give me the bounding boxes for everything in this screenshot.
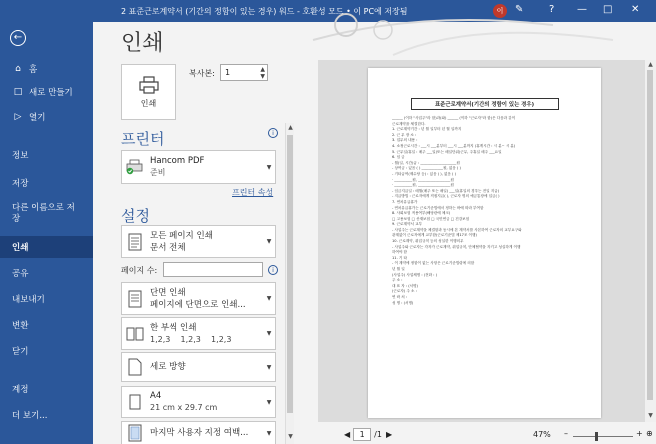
document-line: 2. 근 무 장 소 :	[392, 132, 417, 137]
sidebar-item-label: 새로 만들기	[29, 88, 73, 98]
sidebar-item-transform[interactable]	[0, 314, 93, 336]
collate-sub: 1,2,3 1,2,3 1,2,3	[150, 334, 232, 344]
printer-properties-link[interactable]: 프린터 속성	[232, 188, 274, 197]
info-icon[interactable]: i	[268, 128, 278, 138]
preview-status-bar	[318, 428, 656, 444]
chevron-down-icon: ▼	[266, 398, 272, 406]
document-line: - 사업주와 근로자는 각자가 근로계약, 취업규칙, 단체협약을 지키고 성실하게 이행	[392, 244, 521, 249]
paper-size-icon	[126, 392, 144, 412]
scroll-up-icon[interactable]: ▲	[288, 124, 293, 131]
print-range-select[interactable]	[121, 225, 276, 258]
document-line: (근로자) 주 소 :	[392, 289, 417, 294]
scroll-up-icon[interactable]: ▲	[648, 61, 653, 68]
sidebar-item-save-as[interactable]	[0, 200, 93, 228]
document-line: 5. 근무일/휴일 : 매주 ___일(또는 매일단위)근무, 주휴일 매주 ___요일	[392, 149, 502, 154]
chevron-down-icon: ▼	[266, 363, 272, 371]
document-line: - 사업주는 근로계약을 체결함과 동시에 본 계약서를 사본하여 근로자의 교부요구와	[392, 227, 522, 232]
stepper-arrows-icon[interactable]: ▲ ▼	[260, 66, 265, 80]
printer-icon	[139, 76, 159, 94]
document-line: 1. 근로계약기간 : 년 월 일부터 년 월 일까지	[392, 127, 462, 132]
page-navigator	[344, 428, 392, 441]
portrait-orientation-icon	[126, 357, 144, 377]
fit-page-icon[interactable]: ⊕	[646, 429, 653, 438]
settings-scrollbar[interactable]	[285, 123, 294, 444]
sidebar-item-label: 더 보기...	[12, 411, 48, 421]
scrollbar-thumb[interactable]	[287, 135, 293, 413]
document-line: - 기타급여(제수당 등) : 있음 ( ), 없음 ( )	[392, 171, 457, 176]
total-pages: /1	[374, 430, 382, 439]
duplex-main: 단면 인쇄	[150, 287, 186, 298]
chevron-down-icon: ▼	[266, 163, 272, 171]
document-pages-icon	[126, 232, 144, 252]
sidebar-item-label: 홈	[29, 65, 38, 75]
zoom-level: 47%	[533, 430, 551, 439]
pages-input[interactable]	[163, 262, 263, 277]
document-line: - 월(일, 시간)급 : ____________________원	[392, 160, 460, 165]
collate-select[interactable]	[121, 317, 276, 350]
zoom-out-icon[interactable]: –	[564, 429, 568, 438]
duplex-sub: 페이지에 단면으로 인쇄...	[150, 299, 246, 310]
sidebar-item-print[interactable]	[0, 236, 93, 258]
document-line: ______ (이하 "사업주"라 함)과(와) ______ (이하 "근로자"라 함)은 다음과 같이	[392, 116, 516, 120]
document-body	[368, 116, 601, 306]
printer-status: 준비	[150, 168, 166, 177]
close-icon[interactable]: ✕	[631, 4, 640, 15]
backstage-sidebar	[0, 0, 93, 444]
copies-value: 1	[225, 68, 231, 77]
printer-section-title: 프린터	[121, 130, 165, 148]
collate-icon	[126, 324, 144, 344]
sidebar-item-export[interactable]	[0, 288, 93, 310]
zoom-in-icon[interactable]: +	[636, 429, 643, 438]
title-bar	[93, 0, 656, 22]
document-line: 주 소 :	[392, 278, 403, 283]
document-line: 대 표 자 : (서명)	[392, 283, 418, 288]
help-icon[interactable]: ?	[549, 4, 555, 15]
sidebar-item-label: 저장	[12, 179, 29, 189]
previous-page-icon[interactable]: ◀	[344, 430, 351, 439]
chevron-down-icon: ▼	[266, 238, 272, 245]
document-line: □ 고용보험 □ 산재보험 □ 국민연금 □ 건강보험	[392, 216, 470, 221]
margins-main: 마지막 사용자 지정 여백...	[150, 428, 249, 438]
home-icon: ⌂	[15, 64, 21, 74]
pages-label: 페이지 수:	[121, 266, 158, 275]
document-line: - 이 계약에 정함이 없는 사항은 근로기준법령에 의함	[392, 261, 475, 266]
document-line: · __________원, __________________원	[392, 183, 454, 188]
sidebar-item-label: 인쇄	[12, 243, 29, 253]
print-button-label: 인쇄	[140, 98, 157, 108]
settings-section-title: 설정	[121, 207, 150, 225]
sidebar-item-share[interactable]	[0, 262, 93, 284]
sidebar-item-label: 공유	[12, 269, 29, 279]
document-line: 8. 사회보험 적용여부(해당란에 체크)	[392, 211, 451, 216]
sidebar-item-save[interactable]	[0, 172, 93, 194]
sidebar-item-open[interactable]	[0, 106, 93, 128]
one-sided-icon	[126, 289, 144, 309]
chevron-down-icon: ▼	[266, 429, 272, 437]
sidebar-item-label: 열기	[29, 113, 46, 123]
document-line: (사업주) 사업체명 : (전화 : )	[392, 272, 437, 277]
folder-open-icon: ▷	[14, 112, 22, 122]
document-line: 하여야 함	[392, 250, 408, 255]
print-range-main: 모든 페이지 인쇄	[150, 230, 213, 241]
document-line: 관계없이 근로자에게 교부함(근로기준법 제17조 이행)	[392, 233, 477, 238]
avatar[interactable]: 이	[493, 4, 507, 18]
document-line: - 임금지급일 : 매월(매주 또는 매일) ___일(휴일의 경우는 전일 지급)	[392, 188, 500, 193]
printer-ready-icon	[126, 157, 144, 177]
chevron-down-icon: ▼	[266, 295, 272, 302]
paper-size-main: A4	[150, 391, 162, 401]
page-title: 인쇄	[121, 31, 164, 56]
scroll-down-icon[interactable]: ▼	[648, 412, 653, 419]
back-arrow-icon[interactable]: ←	[10, 30, 26, 46]
document-line: 3. 업무의 내용 :	[392, 138, 418, 143]
pen-icon[interactable]: ✎	[515, 4, 524, 15]
printer-select[interactable]	[121, 150, 276, 184]
document-line: 년 월 일	[392, 267, 405, 272]
minimize-icon[interactable]: —	[577, 4, 587, 15]
scroll-down-icon[interactable]: ▼	[288, 433, 293, 440]
document-line: · __________원, __________________원	[392, 177, 454, 182]
sidebar-item-account[interactable]	[0, 378, 93, 400]
zoom-slider-thumb[interactable]	[595, 432, 598, 441]
next-page-icon[interactable]: ▶	[385, 430, 393, 439]
orientation-select[interactable]	[121, 352, 276, 382]
paper-size-select[interactable]	[121, 386, 276, 418]
document-title: 2 표준근로계약서 (기간의 정함이 있는 경우) 워드 - 호환성 모드 • 이 PC에 저장됨	[121, 7, 408, 16]
chevron-down-icon: ▼	[266, 330, 272, 337]
document-heading: 표준근로계약서(기간의 정함이 있는 경우)	[411, 98, 559, 110]
margins-select[interactable]	[121, 421, 276, 444]
document-line: 근로계약을 체결한다.	[392, 121, 426, 126]
duplex-select[interactable]	[121, 282, 276, 315]
document-line: 9. 근로계약서 교부	[392, 222, 423, 227]
info-icon[interactable]: i	[268, 265, 278, 275]
maximize-icon[interactable]: □	[603, 4, 613, 15]
document-line: 10. 근로계약, 취업규칙 등의 성실한 이행의무	[392, 239, 464, 244]
current-page-input[interactable]: 1	[353, 428, 371, 441]
sidebar-item-label: 내보내기	[12, 295, 45, 305]
zoom-slider[interactable]	[573, 436, 633, 437]
sidebar-item-new[interactable]	[0, 81, 93, 103]
sidebar-item-info[interactable]	[0, 144, 93, 166]
document-line: 4. 소정근로시간 : ___시 ___분부터 ___시 ___분까지 (휴게시간 : 시 분~ 시 분)	[392, 143, 516, 148]
document-line: - 지급방법 : 근로자에게 직접지급( ), 근로자 명의 예금통장에 입금( )	[392, 194, 500, 199]
collate-main: 한 부씩 인쇄	[150, 322, 197, 333]
new-document-icon: □	[13, 87, 23, 97]
document-line: 연 락 처 :	[392, 295, 408, 299]
print-range-sub: 문서 전체	[150, 242, 186, 253]
copies-label: 복사본:	[189, 69, 215, 78]
document-line: - 연차유급휴가는 근로기준법에서 정하는 바에 따라 부여함	[392, 205, 484, 210]
copies-stepper[interactable]	[220, 64, 268, 81]
document-line: 7. 연차유급휴가	[392, 199, 418, 204]
sidebar-item-label: 계정	[12, 385, 29, 395]
document-line: 성 명 : (서명)	[392, 300, 414, 305]
sidebar-item-label: 변환	[12, 321, 29, 331]
printer-name: Hancom PDF	[150, 156, 205, 166]
paper-size-sub: 21 cm x 29.7 cm	[150, 403, 218, 412]
sidebar-item-more[interactable]	[0, 404, 93, 426]
margins-icon	[126, 423, 144, 443]
orientation-main: 세로 방향	[150, 362, 186, 372]
sidebar-item-close[interactable]	[0, 340, 93, 362]
document-line: - 상여금 : 있음 ( ) ____________원, 없음 ( )	[392, 166, 461, 171]
document-line: 11. 기 타	[392, 255, 407, 260]
sidebar-item-home[interactable]	[0, 58, 93, 80]
preview-scrollbar[interactable]	[645, 60, 656, 422]
print-button[interactable]	[121, 64, 176, 120]
document-line: 6. 임 금	[392, 155, 405, 160]
sidebar-item-label: 닫기	[12, 347, 29, 357]
scrollbar-thumb[interactable]	[647, 70, 653, 400]
preview-page	[368, 68, 601, 418]
sidebar-item-label: 다른 이름으로 저장	[12, 203, 75, 224]
sidebar-item-label: 정보	[12, 151, 29, 161]
